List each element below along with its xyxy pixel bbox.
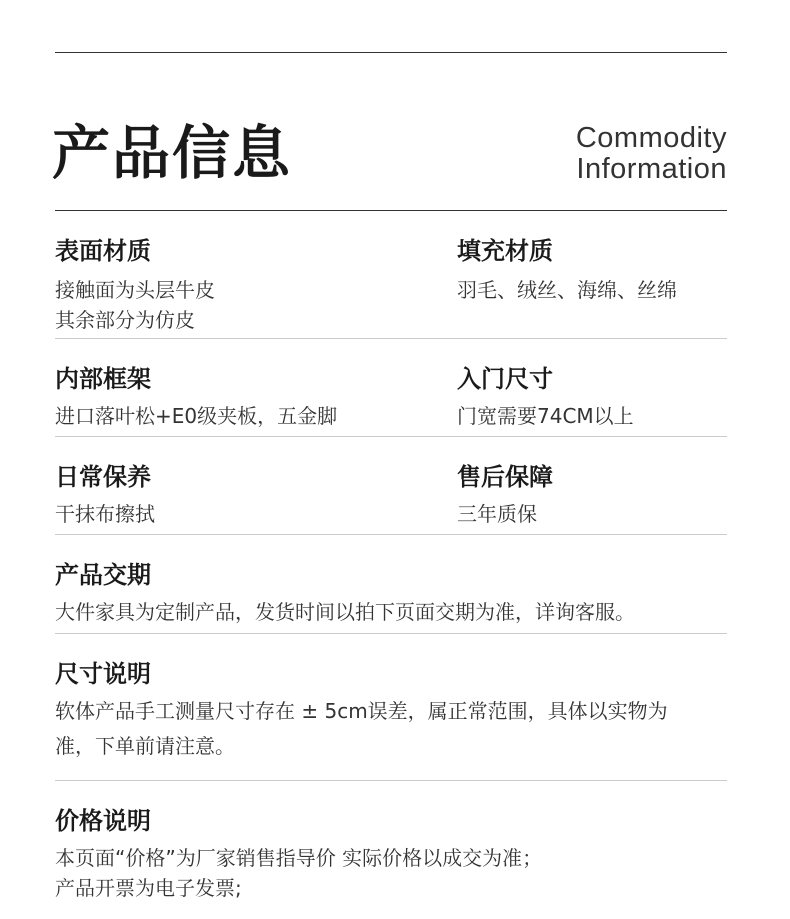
spec-frame-label: 内部框架 [55,365,151,393]
spec-surface-line1: 接触面为头层牛皮 [55,278,215,302]
spec-price-label: 价格说明 [55,807,151,835]
spec-filling-label: 填充材质 [457,237,553,265]
divider [55,633,727,634]
spec-size [55,659,668,764]
spec-price-line2: 产品开票为电子发票; [55,876,242,900]
title-rule [55,210,727,211]
spec-size-line2: 准，下单前请注意。 [55,734,235,758]
spec-aftersale [457,462,553,529]
title-en-line2: Information [576,153,727,185]
spec-filling [457,236,677,305]
spec-door-value: 门宽需要74CM以上 [457,404,634,428]
spec-delivery [55,560,635,627]
spec-surface-label: 表面材质 [55,237,151,265]
spec-size-label: 尺寸说明 [55,660,151,688]
spec-surface [55,236,215,335]
spec-door-label: 入门尺寸 [457,365,553,393]
page-title: 产品信息 [52,119,293,187]
spec-care [55,462,155,529]
spec-door [457,364,634,431]
spec-care-value: 干抹布擦拭 [55,502,155,526]
spec-delivery-value: 大件家具为定制产品，发货时间以拍下页面交期为准，详询客服。 [55,600,635,624]
spec-size-line1: 软体产品手工测量尺寸存在 ± 5cm误差，属正常范围，具体以实物为 [55,699,668,723]
spec-care-label: 日常保养 [55,463,151,491]
spec-price [55,806,542,903]
divider [55,780,727,781]
spec-delivery-label: 产品交期 [55,561,151,589]
spec-frame-value: 进口落叶松+E0级夹板，五金脚 [55,404,338,428]
spec-filling-value: 羽毛、绒丝、海绵、丝绵 [457,278,677,302]
spec-frame [55,364,337,431]
spec-aftersale-label: 售后保障 [457,463,553,491]
title-en-line1: Commodity [575,122,727,154]
spec-price-line1: 本页面“价格”为厂家销售指导价 实际价格以成交为准； [55,846,543,870]
spec-surface-line2: 其余部分为仿皮 [55,308,195,332]
divider [55,534,727,535]
spec-aftersale-value: 三年质保 [457,502,537,526]
divider [55,338,727,339]
page-title-english [576,123,727,185]
divider [55,436,727,437]
top-rule [55,52,727,53]
